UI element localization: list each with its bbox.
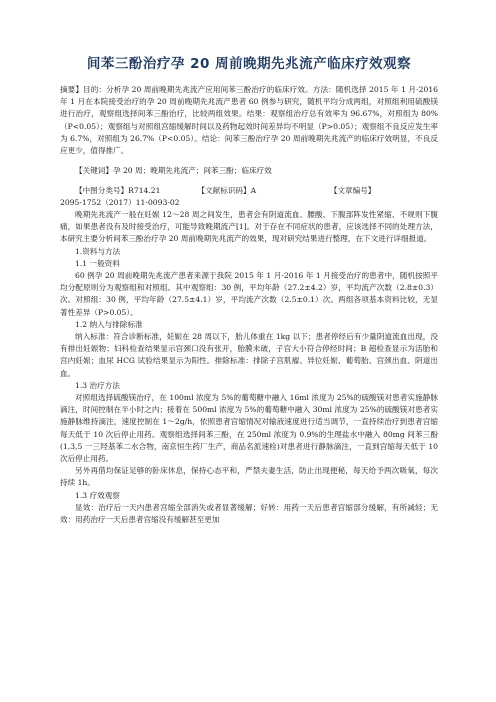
abstract: 摘要】目的：分析孕 20 周前晚期先兆流产应用间苯三酚治疗的临床疗效。方法：随机选择 2015 年 1 月-2016 年 1 月在本院接受治疗的孕 20 周前晚期先兆流产患者 60 例参与研究，随机平均分成两组，对照组利用硫酸镁进行治疗，观察组选择间苯三酚治疗，比较两组效果。结果：观察组治疗总有效率为 96.67%，对照组为 80%（P<0.05）；观察组与对照组宫缩缓解时间以及药物起效时间差异均不明显（P>0.05）；观察组不良反应发生率为 6.7%，对照组为 26.7%（P<0.05）。结论：间苯三酚治疗孕 20 周前晚期先兆流产的临床疗效明显，不良反应更少，值得推广。: [60, 85, 438, 156]
subsection-heading-criteria: 1.2 纳入与排除标准: [75, 319, 143, 329]
section-heading-materials-methods: 1.资料与方法: [75, 246, 121, 256]
criteria-paragraph: 纳入标准：符合诊断标准，妊娠在 28 周以下，胎儿体重在 1kg 以下；患者停经后有少量阴道流血出现，没有排出妊娠物；妇科检查结果显示宫颈口没有张开，胎膜未破，子宫大小符合停经时间；B 超检查显示为活胎和宫内妊娠；血尿 HCG 试验结果显示为阳性。排除标准：排除子宫肌瘤、异位妊娠、葡萄胎、宫颈出血、阴道出血。: [60, 332, 438, 378]
document-code: 【文献标识码】A: [197, 185, 257, 195]
general-data-paragraph: 60 例孕 20 周前晚期先兆流产患者来源于我院 2015 年 1 月-2016 年 1 月接受治疗的患者中，随机按照平均分配原则分为观察组和对照组。其中观察组：30 例，平均年龄（27.2±4.2）岁，平均流产次数（2.8±0.3）次。对照组：30 例，平均年龄（27.5±4.1）岁，平均流产次数（2.5±0.1）次。两组各项基本资料比较，无显著性差异（P>0.05）。: [60, 271, 438, 317]
subsection-heading-general-data: 1.1 一般资料: [75, 258, 120, 268]
classification-line: [60, 185, 438, 197]
issn-line: 2095-1752（2017）11-0093-02: [60, 197, 180, 207]
treatment-paragraph-2: 另外再借均保证足够的卧床休息，保持心态平和，严禁夫妻生活，防止出现便秘，每天给予两次吸氧，每次持续 1h。: [60, 466, 438, 488]
treatment-paragraph: 对照组选择硫酸镁治疗，在 100ml 浓度为 5%的葡萄糖中融入 16ml 浓度为 25%的硫酸镁对患者实施静脉滴注，时间控制在半小时之内；接着在 500ml 浓度为 5%的葡萄糖中融入 30ml 浓度为 25%的硫酸镁对患者实施静脉维持滴注，速度控制在 1～2g/h，依照患者宫缩情况对输液速度进行适当调节，一直持续治疗到患者宫缩每天低于 10 次后停止用药。观察组选择间苯三酚，在 250ml 浓度为 0.9%的生理盐水中融入 80mg 间苯三酚(1,3,5 一三羟基苯二水合物，南京恒生药厂生产，商品名派速栓)对患者进行静脉滴注，一直到宫缩每天低于 10 次后停止用药。: [60, 393, 438, 464]
introduction-paragraph: 晚期先兆流产一般在妊娠 12～28 周之间发生，患者会有阴道流血、腰酸、下腹部阵发性紧缩、不规则下腹痛，如果患者没有及时接受治疗，可能导致晚期流产[1]。对于存在不同症状的患者，应该选择不同的处理方法，本研究主要分析间苯三酚治疗孕 20 周前晚期先兆流产的效果，现对研究结果进行整理，在下文进行详细报道。: [60, 210, 438, 244]
paper-title: 间苯三酚治疗孕 20 周前晚期先兆流产临床疗效观察: [86, 56, 412, 72]
subsection-heading-treatment: 1.3 治疗方法: [75, 380, 120, 390]
clc-number: 【中图分类号】R714.21: [75, 185, 161, 195]
keywords: 【关键词】孕 20 周；晚期先兆流产；间苯三酚；临床疗效: [75, 165, 272, 175]
subsection-heading-efficacy: 1.3 疗效观察: [75, 490, 120, 500]
article-number-label: 【文章编号】: [329, 185, 376, 195]
efficacy-paragraph: 显效：治疗后一天内患者宫缩全部消失或者显著缓解；好转：用药一天后患者宫缩部分缓解，有所减轻；无效：用药治疗一天后患者宫缩没有缓解甚至更加: [60, 502, 438, 525]
